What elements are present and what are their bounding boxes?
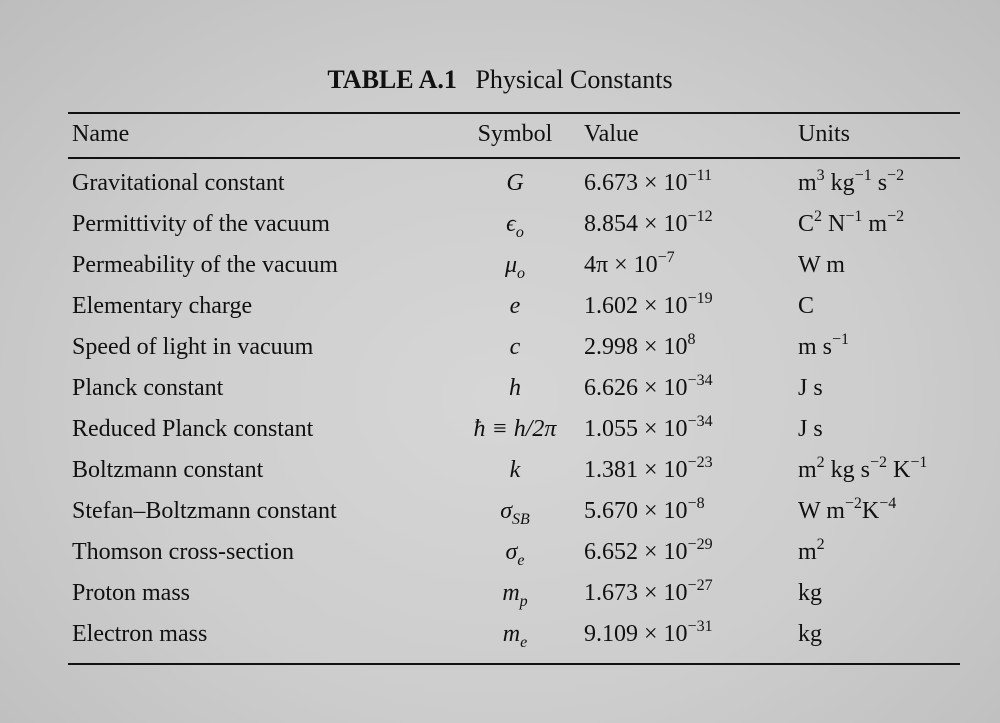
constant-symbol: c <box>509 334 521 360</box>
constant-value: $1.381 \times 10^{-23}$ <box>584 454 713 483</box>
constant-symbol: ħ ≡ h/2π <box>473 416 557 442</box>
constant-value: $9.109 \times 10^{-31}$ <box>584 618 713 647</box>
constant-symbol: $m_p$ <box>502 580 528 610</box>
constant-name: Speed of light in vacuum <box>72 334 314 360</box>
table-row <box>0 168 1000 209</box>
constant-value: $5.670 \times 10^{-8}$ <box>584 495 705 524</box>
constant-units: W $m^{-2}K^{-4}$ <box>798 495 897 524</box>
constant-name: Permeability of the vacuum <box>72 252 338 278</box>
bottom-rule <box>68 663 960 665</box>
table-row <box>0 209 1000 250</box>
constant-name: Stefan–Boltzmann constant <box>72 498 337 524</box>
header-symbol: Symbol <box>477 121 553 147</box>
constant-name: Thomson cross-section <box>72 539 294 565</box>
constant-value: $1.673 \times 10^{-27}$ <box>584 577 713 606</box>
constant-symbol: e <box>509 293 521 319</box>
constant-symbol: $\sigma_e$ <box>505 539 525 569</box>
constant-name: Planck constant <box>72 375 224 401</box>
constant-symbol: k <box>509 457 521 483</box>
table-row <box>0 291 1000 332</box>
constant-units: m $s^{-1}$ <box>798 331 850 360</box>
table-number: TABLE A.1 <box>327 65 457 94</box>
constant-value: $6.673 \times 10^{-11}$ <box>584 167 712 196</box>
header-value: Value <box>584 121 639 147</box>
table-row <box>0 619 1000 660</box>
constant-units: J s <box>798 416 823 442</box>
constant-symbol: $\sigma_{SB}$ <box>500 498 530 528</box>
constant-value: $1.055 \times 10^{-34}$ <box>584 413 713 442</box>
constant-name: Electron mass <box>72 621 208 647</box>
constant-name: Boltzmann constant <box>72 457 264 483</box>
constant-units: C <box>798 293 815 319</box>
table-row <box>0 414 1000 455</box>
table-row <box>0 496 1000 537</box>
table-row <box>0 373 1000 414</box>
constant-value: $6.626 \times 10^{-34}$ <box>584 372 713 401</box>
constant-name: Reduced Planck constant <box>72 416 314 442</box>
constant-name: Permittivity of the vacuum <box>72 211 330 237</box>
header-units: Units <box>798 121 851 147</box>
constant-value: $8.854 \times 10^{-12}$ <box>584 208 713 237</box>
header-name: Name <box>72 121 130 147</box>
top-rule <box>68 112 960 114</box>
constant-units: kg <box>798 580 822 606</box>
constant-symbol: $\epsilon_o$ <box>506 211 524 241</box>
table-caption <box>0 64 1000 96</box>
constant-symbol: h <box>509 375 521 401</box>
constant-name: Elementary charge <box>72 293 253 319</box>
constant-units: J s <box>798 375 823 401</box>
constant-units: $m^2$ kg $s^{-2}$ $K^{-1}$ <box>798 454 928 483</box>
table-row <box>0 578 1000 619</box>
constant-name: Gravitational constant <box>72 170 285 196</box>
constant-units: kg <box>798 621 822 647</box>
constant-units: $m^2$ <box>798 536 825 565</box>
constant-value: $4\pi \times 10^{-7}$ <box>584 249 675 278</box>
constant-value: $2.998 \times 10^8$ <box>584 331 696 360</box>
constant-symbol: G <box>506 170 524 196</box>
header-rule <box>68 157 960 159</box>
constant-name: Proton mass <box>72 580 191 606</box>
constant-units: W m <box>798 252 845 278</box>
constant-symbol: $m_e$ <box>502 621 528 651</box>
table-row <box>0 537 1000 578</box>
constant-value: $1.602 \times 10^{-19}$ <box>584 290 713 319</box>
constant-value: $6.652 \times 10^{-29}$ <box>584 536 713 565</box>
constant-symbol: $\mu_o$ <box>504 252 526 282</box>
constant-units: $C^2$ $N^{-1}$ $m^{-2}$ <box>798 208 905 237</box>
constant-units: $m^3$ $kg^{-1}$ $s^{-2}$ <box>798 167 905 196</box>
table-row <box>0 332 1000 373</box>
table-row <box>0 250 1000 291</box>
table-title: Physical Constants <box>475 65 673 94</box>
table-row <box>0 455 1000 496</box>
